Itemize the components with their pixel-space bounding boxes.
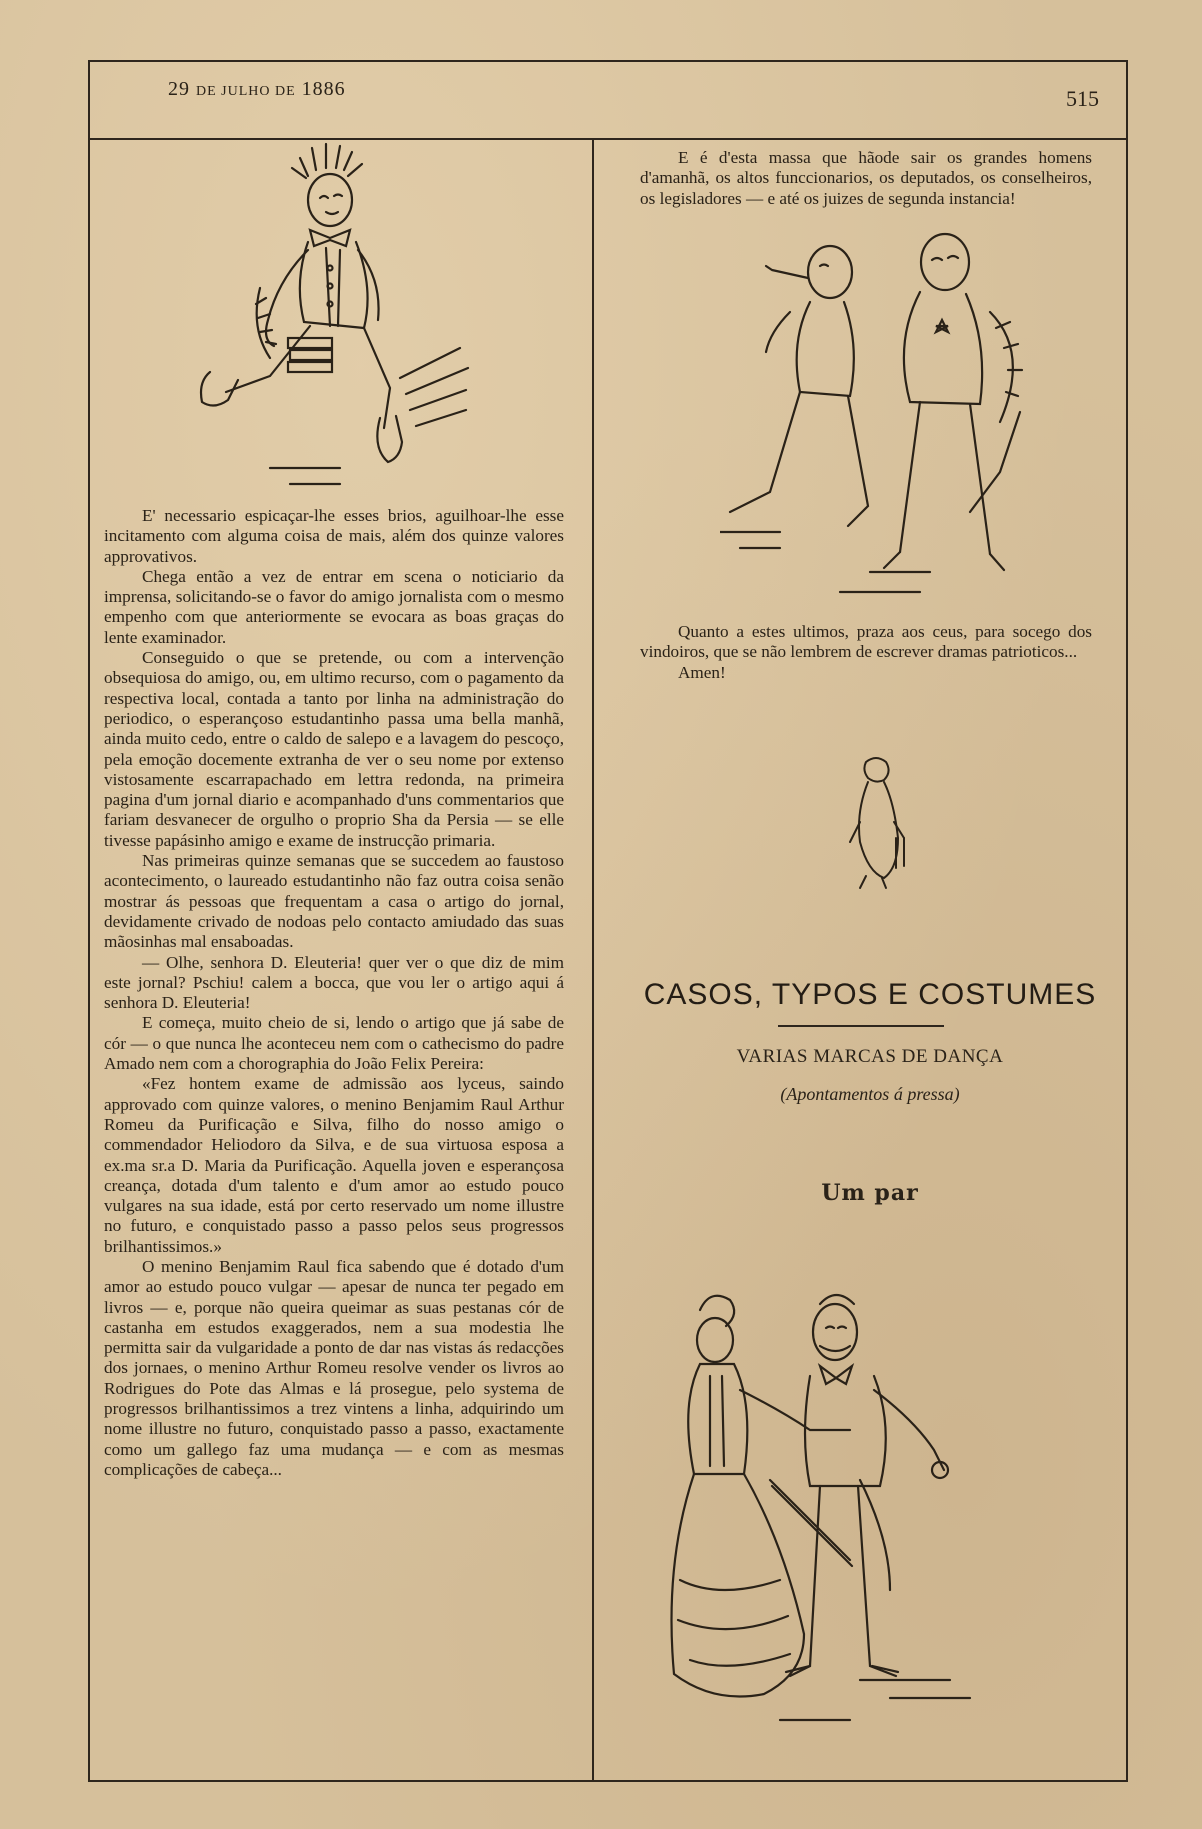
page-date — [168, 78, 346, 101]
paragraph: Chega então a vez de entrar em scena o noticiario da imprensa, solicitando-se o favor do amigo jornalista com o mesmo empenho com que anteriormente se evocara as boas graças do lente examinador. — [104, 566, 564, 647]
paragraph: Quanto a estes ultimos, praza aos ceus, para socego dos vindoiros, que se não lembrem de escrever dramas patrioticos... — [640, 622, 1092, 662]
illustration-running-student — [180, 138, 520, 498]
right-column-intro — [640, 148, 1092, 209]
paragraph: «Fez hontem exame de admissão aos lyceus, saindo approvado com quinze valores, o menino Benjamim Raul Arthur Romeu da Purificação e Silva, filho do nosso amigo o commendador Heliodoro da Silva, e de sua virtuosa esposa a ex.ma sr.a D. Maria da Purificação. Aquella joven e esperançosa creança, dotada d'um talento e d'um amor ao estudo pouco vulgares na sua idade, está por certo reservado um nome illustre no futuro, e conquistado passo a passo pelos seus progressos brilhantissimos.» — [104, 1074, 564, 1256]
date-month: DE JULHO DE — [196, 84, 296, 99]
paragraph: Conseguido o que se pretende, ou com a intervenção obsequiosa do amigo, ou, em ultimo recurso, com o pagamento da respectiva local, contada a tanto por linha na administração do periodico, o esperançoso estudantinho passa uma bella manhã, ainda muito cedo, entre o caldo de salepo e a lavagem do pescoço, pela emoção docemente extranha de ver o seu nome por extenso vistosamente escarrapachado em lettra redonda, na primeira pagina d'um jornal diario e acompanhado d'uns commentarios que fariam desvanecer de orgulho o proprio Sha da Persia — se elle tivesse papásinho amigo e exame de instrucção primaria. — [104, 648, 564, 850]
section-title: CASOS, TYPOS E COSTUMES — [643, 978, 1097, 1011]
section-subtitle: VARIAS MARCAS DE DANÇA — [736, 1046, 1004, 1067]
date-day: 29 — [168, 78, 190, 100]
paragraph: E é d'esta massa que hãode sair os grandes homens d'amanhã, os altos funccionarios, os deputados, os conselheiros, os legisladores — e até os juizes de segunda instancia! — [640, 148, 1092, 208]
paragraph: O menino Benjamim Raul fica sabendo que é dotado d'um amor ao estudo pouco vulgar — apesar de nunca ter pegado em livros — e, porque não queira queimar as suas pestanas cór de castanha em estudos exaggerados, nem a sua modestia lhe permitta sair da vulgaridade a ponto de dar nas vistas ás redacções dos jornaes, o menino Arthur Romeu resolve vender os livros ao Rodrigues do Pote das Almas e lá prosegue, pelo systema de progressos brilhantissimos a trez vintens a linha, adquirindo um nome illustre no futuro, conquistado passo a passo, exactamente como um gallego faz uma mudança — e com as mesmas complicações de cabeça... — [104, 1256, 564, 1479]
illustration-dancing-couple — [660, 1280, 1100, 1750]
column-divider — [592, 138, 594, 1782]
right-column-text — [640, 622, 1092, 683]
paragraph: E começa, muito cheio de si, lendo o artigo que já sabe de cór — o que nunca lhe aconteceu nem com o cathecismo do padre Amado nem com a chorographia do João Felix Pereira: — [104, 1013, 564, 1074]
title-underline — [778, 1025, 944, 1027]
paragraph: — Olhe, senhora D. Eleuteria! quer ver o que diz de mim este jornal? Pschiu! calem a bocca, que vou ler o artigo aqui á senhora D. Eleuteria! — [104, 952, 564, 1013]
date-year: 1886 — [301, 78, 346, 100]
section-note: (Apontamentos á pressa) — [780, 1084, 960, 1104]
left-column-text — [104, 506, 564, 1480]
illustration-two-dignitaries — [720, 232, 1050, 612]
paragraph: Nas primeiras quinze semanas que se succedem ao faustoso acontecimento, o laureado estudantinho não faz outra coisa senão mostrar ás pessoas que frequentam a casa o artigo do jornal, devidamente crivado de nodoas pelo contacto amiudado das suas mãosinhas mal ensaboadas. — [104, 851, 564, 952]
page-number: 515 — [1066, 86, 1099, 111]
illustration-small-vignette — [836, 752, 916, 892]
subheading: Um par — [821, 1180, 919, 1206]
paragraph: E' necessario espicaçar-lhe esses brios, aguilhoar-lhe esse incitamento com alguma coisa de mais, além dos quinze valores approvativos. — [104, 506, 564, 566]
paragraph: Amen! — [678, 662, 726, 682]
